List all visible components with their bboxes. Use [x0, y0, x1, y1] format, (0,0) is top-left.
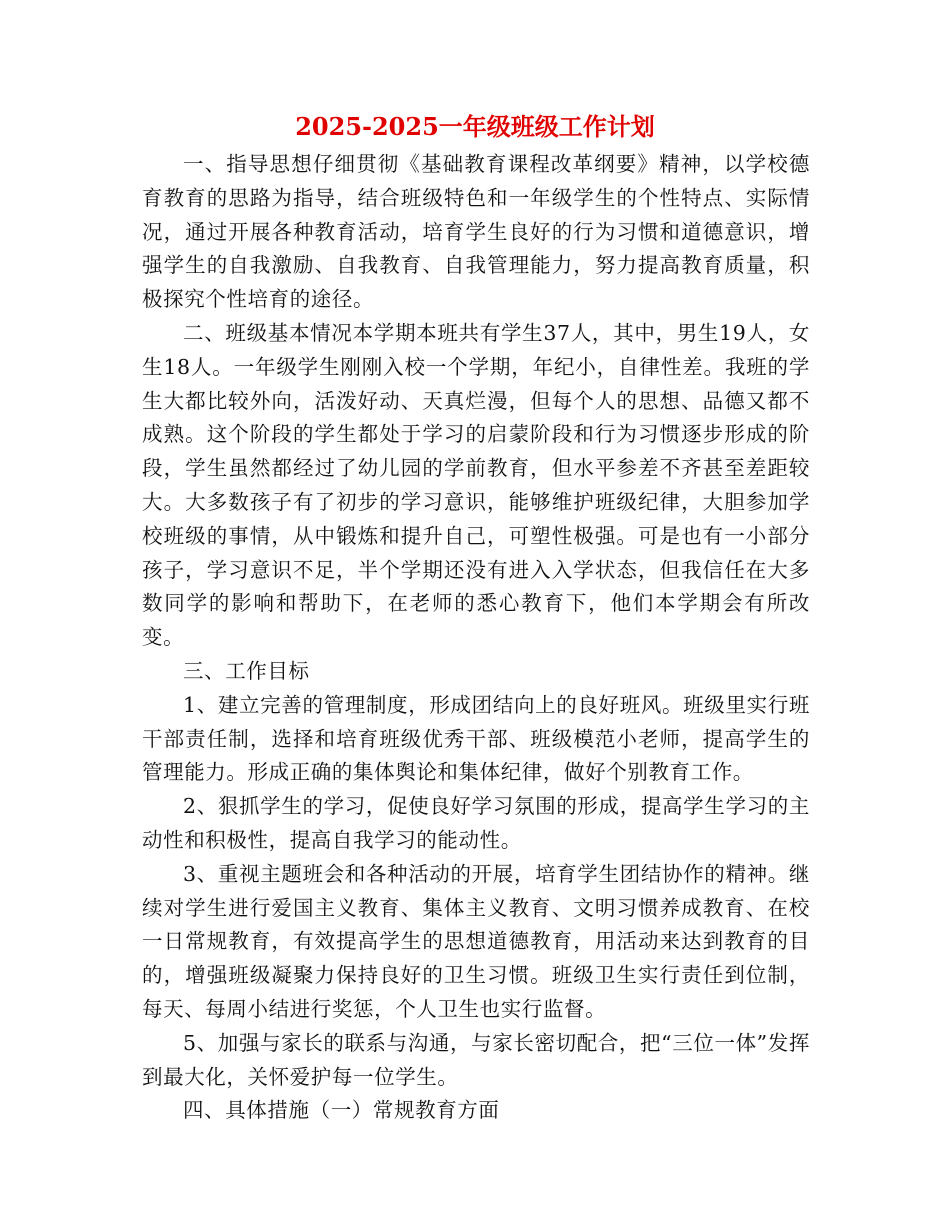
paragraph-goal-3: 3、重视主题班会和各种活动的开展，培育学生团结协作的精神。继续对学生进行爱国主义教育、集体主义教育、文明习惯养成教育、在校一日常规教育，有效提高学生的思想道德教育，用活动来达到教育的目的，增强班级凝聚力保持良好的卫生习惯。班级卫生实行责任到位制，每天、每周小结进行奖惩，个人卫生也实行监督。: [142, 861, 810, 1021]
paragraph-goal-1: 1、建立完善的管理制度，形成团结向上的良好班风。班级里实行班干部责任制，选择和培育班级优秀干部、班级模范小老师，提高学生的管理能力。形成正确的集体舆论和集体纪律，做好个别教育工作。: [142, 692, 810, 785]
document-title: 2025-2025一年级班级工作计划: [295, 112, 655, 141]
paragraph-guiding-principle: 一、指导思想仔细贯彻《基础教育课程改革纲要》精神，以学校德育教育的思路为指导，结合班级特色和一年级学生的个性特点、实际情况，通过开展各种教育活动，培育学生良好的行为习惯和道德意识，增强学生的自我激励、自我教育、自我管理能力，努力提高教育质量，积极探究个性培育的途径。: [142, 152, 810, 312]
document-body: [142, 148, 810, 1128]
paragraph-goal-2: 2、狠抓学生的学习，促使良好学习氛围的形成，提高学生学习的主动性和积极性，提高自我学习的能动性。: [142, 794, 810, 852]
paragraph-goal-5: 5、加强与家长的联系与沟通，与家长密切配合，把“三位一体”发挥到最大化，关怀爱护每一位学生。: [142, 1030, 810, 1089]
paragraph-measures-heading: 四、具体措施（一）常规教育方面: [183, 1098, 500, 1123]
paragraph-work-goals-heading: 三、工作目标: [183, 658, 310, 683]
paragraph-class-situation: 二、班级基本情况本学期本班共有学生37人，其中，男生19人，女生18人。一年级学生刚刚入校一个学期，年纪小，自律性差。我班的学生大都比较外向，活泼好动、天真烂漫，但每个人的思想、品德又都不成熟。这个阶段的学生都处于学习的启蒙阶段和行为习惯逐步形成的阶段，学生虽然都经过了幼儿园的学前教育，但水平参差不齐甚至差距较大。大多数孩子有了初步的学习意识，能够维护班级纪律，大胆参加学校班级的事情，从中锻炼和提升自己，可塑性极强。可是也有一小部分孩子，学习意识不足，半个学期还没有进入入学状态，但我信任在大多数同学的影响和帮助下，在老师的悉心教育下，他们本学期会有所改变。: [142, 320, 810, 650]
